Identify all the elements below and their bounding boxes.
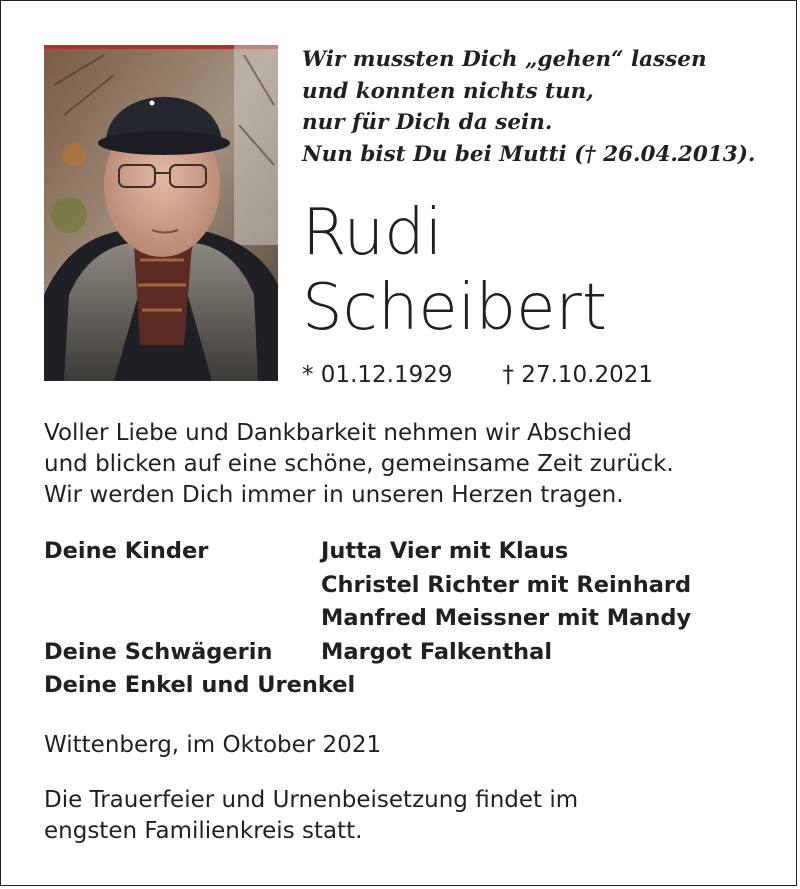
mourner-row — [44, 669, 691, 703]
message-line: und blicken auf eine schöne, gemeinsame Zeit zurück. — [44, 451, 674, 477]
mourner-group — [44, 602, 321, 636]
death-date: † 27.10.2021 — [502, 362, 653, 388]
farewell-message — [44, 418, 674, 511]
mourner-names: Jutta Vier mit Klaus — [321, 538, 569, 564]
mourner-group — [44, 569, 321, 603]
mourner-names: Christel Richter mit Reinhard — [321, 571, 692, 598]
message-line: Voller Liebe und Dankbarkeit nehmen wir Abschied — [44, 420, 632, 446]
mourner-names: Manfred Meissner mit Mandy — [321, 605, 692, 631]
mourner-row — [44, 636, 691, 670]
message-line: Wir werden Dich immer in unseren Herzen tragen. — [44, 482, 624, 508]
verse-line: nur für Dich da sein. — [302, 110, 553, 135]
ceremony-line: Die Trauerfeier und Urnenbeisetzung findet im — [44, 787, 579, 813]
ceremony-line: engsten Familienkreis statt. — [44, 818, 363, 844]
mourner-group: Deine Enkel und Urenkel — [44, 672, 356, 698]
verse-line: Wir mussten Dich „gehen“ lassen — [302, 47, 707, 72]
mourner-row — [44, 569, 691, 603]
birth-date: * 01.12.1929 — [302, 362, 453, 388]
place-date: Wittenberg, im Oktober 2021 — [44, 732, 382, 758]
last-name: Scheibert — [302, 271, 607, 345]
verse-line: und konnten nichts tun, — [302, 78, 594, 104]
mourner-group: Deine Kinder — [44, 538, 209, 564]
mourners-list — [44, 535, 691, 703]
memorial-verse — [302, 44, 782, 170]
first-name: Rudi — [302, 196, 443, 270]
portrait-photo — [44, 45, 278, 381]
mourner-row — [44, 535, 691, 569]
life-dates — [302, 360, 653, 390]
ceremony-note — [44, 785, 578, 847]
mourner-row — [44, 602, 691, 636]
mourner-group: Deine Schwägerin — [44, 638, 273, 665]
mourner-names: Margot Falkenthal — [321, 638, 553, 665]
deceased-name — [302, 196, 607, 346]
verse-line: Nun bist Du bei Mutti († 26.04.2013). — [302, 141, 756, 167]
